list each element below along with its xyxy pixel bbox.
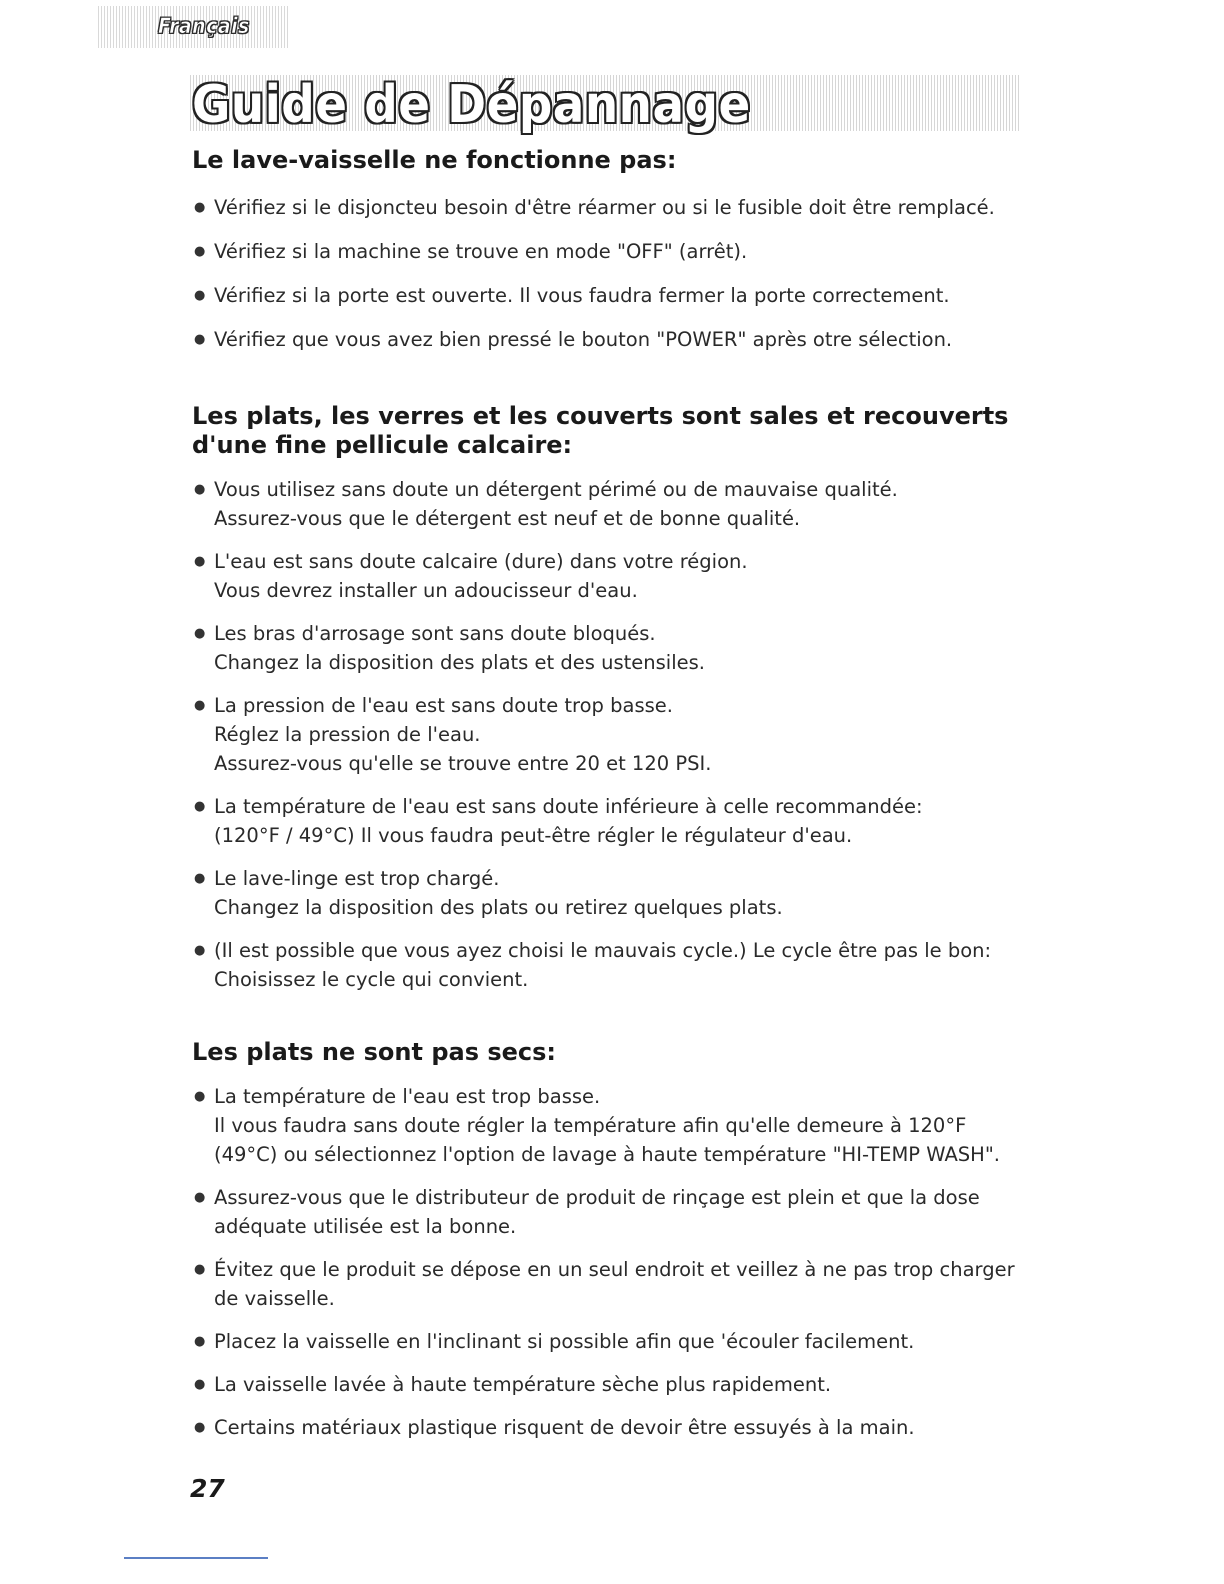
item-text: Changez la disposition des plats ou retirez quelques plats.: [214, 896, 783, 919]
section-heading: Les plats ne sont pas secs:: [192, 1038, 557, 1066]
item-text: (120°F / 49°C) Il vous faudra peut-être régler le régulateur d'eau.: [214, 824, 853, 847]
item-text: adéquate utilisée est la bonne.: [214, 1215, 517, 1238]
list-item: [192, 475, 1032, 533]
item-text: (Il est possible que vous ayez choisi le mauvais cycle.) Le cycle être pas le bon:: [214, 939, 992, 962]
bullet-icon: ●: [194, 1190, 206, 1205]
item-text: Le lave-linge est trop chargé.: [214, 867, 500, 890]
section-not-working: [192, 146, 1032, 354]
bullet-icon: ●: [194, 1420, 206, 1435]
item-text: (49°C) ou sélectionnez l'option de lavage à haute température "HI-TEMP WASH".: [214, 1143, 1000, 1166]
bullet-icon: ●: [194, 482, 206, 497]
bullet-icon: ●: [194, 943, 206, 958]
bullet-icon: ●: [194, 1089, 206, 1104]
list-item: [192, 792, 1032, 850]
item-text: Les bras d'arrosage sont sans doute bloqués.: [214, 622, 656, 645]
page-title: Guide de Dépannage: [192, 75, 751, 135]
item-text: Assurez-vous que le distributeur de produit de rinçage est plein et que la dose: [214, 1186, 980, 1209]
item-text: Vérifiez si le disjoncteu besoin d'être réarmer ou si le fusible doit être remplacé.: [214, 196, 995, 219]
heading-line: d'une fine pellicule calcaire:: [192, 431, 573, 459]
list-item: [192, 691, 1032, 778]
bullet-icon: ●: [194, 871, 206, 886]
list-item: [192, 547, 1032, 605]
item-text: de vaisselle.: [214, 1287, 335, 1310]
item-text: La vaisselle lavée à haute température sèche plus rapidement.: [214, 1373, 832, 1396]
item-text: Choisissez le cycle qui convient.: [214, 968, 529, 991]
item-text: L'eau est sans doute calcaire (dure) dans votre région.: [214, 550, 748, 573]
item-text: La température de l'eau est sans doute inférieure à celle recommandée:: [214, 795, 923, 818]
troubleshooting-list: [192, 193, 1032, 354]
section-heading: [192, 402, 1032, 460]
item-text: Assurez-vous qu'elle se trouve entre 20 et 120 PSI.: [214, 752, 712, 775]
bottom-rule: [124, 1557, 268, 1559]
bullet-icon: ●: [194, 288, 206, 303]
list-item: [192, 325, 1032, 354]
item-text: Placez la vaisselle en l'inclinant si possible afin que 'écouler facilement.: [214, 1330, 915, 1353]
list-item: [192, 864, 1032, 922]
section-not-dry: [192, 1038, 1032, 1442]
item-text: Réglez la pression de l'eau.: [214, 723, 481, 746]
list-item: [192, 281, 1032, 310]
bullet-icon: ●: [194, 554, 206, 569]
troubleshooting-list: [192, 1082, 1032, 1442]
bullet-icon: ●: [194, 244, 206, 259]
list-item: [192, 237, 1032, 266]
section-dirty-dishes: [192, 402, 1032, 994]
item-text: Vérifiez si la machine se trouve en mode "OFF" (arrêt).: [214, 240, 748, 263]
list-item: [192, 619, 1032, 677]
bullet-icon: ●: [194, 200, 206, 215]
bullet-icon: ●: [194, 1377, 206, 1392]
item-text: Vous utilisez sans doute un détergent périmé ou de mauvaise qualité.: [214, 478, 898, 501]
item-text: Il vous faudra sans doute régler la température afin qu'elle demeure à 120°F: [214, 1114, 967, 1137]
list-item: [192, 936, 1032, 994]
bullet-icon: ●: [194, 626, 206, 641]
list-item: [192, 1183, 1032, 1241]
list-item: [192, 1255, 1032, 1313]
item-text: Vérifiez que vous avez bien pressé le bouton "POWER" après otre sélection.: [214, 328, 953, 351]
item-text: Assurez-vous que le détergent est neuf et de bonne qualité.: [214, 507, 801, 530]
bullet-icon: ●: [194, 698, 206, 713]
list-item: [192, 1370, 1032, 1399]
item-text: La pression de l'eau est sans doute trop basse.: [214, 694, 673, 717]
item-text: Certains matériaux plastique risquent de devoir être essuyés à la main.: [214, 1416, 915, 1439]
bullet-icon: ●: [194, 1334, 206, 1349]
item-text: La température de l'eau est trop basse.: [214, 1085, 601, 1108]
list-item: [192, 1413, 1032, 1442]
item-text: Évitez que le produit se dépose en un seul endroit et veillez à ne pas trop charger: [214, 1258, 1015, 1281]
list-item: [192, 193, 1032, 222]
bullet-icon: ●: [194, 799, 206, 814]
section-heading: Le lave-vaisselle ne fonctionne pas:: [192, 146, 677, 174]
language-label: Français: [158, 14, 250, 38]
page-number: 27: [190, 1474, 225, 1503]
bullet-icon: ●: [194, 1262, 206, 1277]
list-item: [192, 1327, 1032, 1356]
page-content: [192, 146, 1032, 1456]
heading-line: Les plats, les verres et les couverts sont sales et recouverts: [192, 402, 1009, 430]
troubleshooting-list: [192, 475, 1032, 994]
list-item: [192, 1082, 1032, 1169]
bullet-icon: ●: [194, 332, 206, 347]
item-text: Vérifiez si la porte est ouverte. Il vous faudra fermer la porte correctement.: [214, 284, 950, 307]
language-tab: [98, 6, 288, 48]
item-text: Changez la disposition des plats et des ustensiles.: [214, 651, 705, 674]
item-text: Vous devrez installer un adoucisseur d'eau.: [214, 579, 638, 602]
